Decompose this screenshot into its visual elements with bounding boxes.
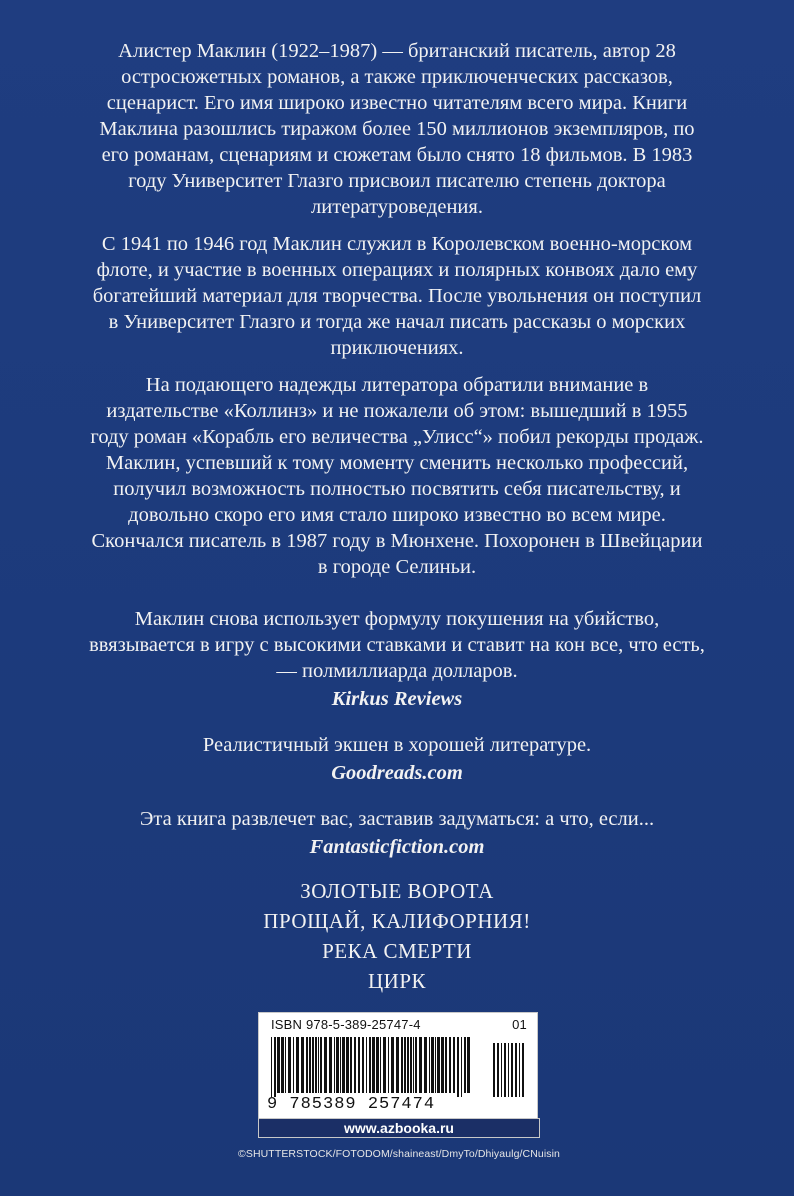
title-item: РЕКА СМЕРТИ [322,939,472,963]
barcode-bar [312,1037,314,1093]
review-text: Маклин снова использует формулу покушения на убийство, ввязывается в игру с высокими ставками и ставит на кон все, что есть, — полмиллиарда долларов. [89,608,705,682]
barcode-bar [410,1037,412,1093]
barcode-bar [467,1037,470,1093]
barcode-bar [309,1037,311,1093]
barcode-bar [461,1037,462,1097]
barcode-bar [415,1037,417,1093]
bio-paragraph-1: Алистер Маклин (1922–1987) — британский писатель, автор 28 остросюжетных романов, а также приключенческих рассказов, сценарист. Его имя широко известно читателям всего мира. Книги Маклина разошлись тиражом более 150 миллионов экземпляров, по его романам, сценариям и сюжетам было снято 18 фильмов. В 1983 году Университет Глазго присвоил писателю степень доктора литературоведения. [99,40,695,218]
review-3 [80,806,714,860]
review-text: Реалистичный экшен в хорошей литературе. [202,734,592,756]
barcode-addon-bar [508,1043,509,1097]
barcode-bars [271,1037,527,1097]
barcode-bar [340,1037,341,1093]
barcode-bar [404,1037,406,1093]
barcode-bar [301,1037,304,1093]
barcode-bar [315,1037,317,1093]
bio-paragraph-2: С 1941 по 1946 год Маклин служил в Королевском военно-морском флоте, и участие в военных операциях и полярных конвоях дало ему богатейший материал для творчества. После увольнения он поступил в Университет Глазго и тогда же начал писать рассказы о морских приключениях. [92,233,702,359]
barcode-bar [383,1037,386,1093]
barcode-bar [288,1037,291,1093]
barcode-bar [424,1037,427,1093]
barcode-bar [449,1037,451,1093]
barcode-bar [419,1037,422,1093]
barcode-bar [346,1037,349,1093]
barcode-bar [388,1037,389,1093]
barcode-bar [441,1037,444,1093]
isbn-line [271,1017,527,1032]
review-source: Goodreads.com [331,762,463,784]
barcode-bar [453,1037,455,1093]
barcode-bar [296,1037,299,1093]
barcode-bar [285,1037,286,1093]
barcode-addon-bar [504,1043,506,1097]
barcode-bar [281,1037,284,1093]
barcode-bar [401,1037,403,1093]
barcode-addon-bar [497,1043,499,1097]
barcode-bar [342,1037,345,1093]
barcode-bar [334,1037,335,1093]
publisher-url: www.azbooka.ru [258,1118,540,1138]
barcode-bar [429,1037,430,1093]
barcode-addon-bar [522,1043,524,1097]
title-item: ЗОЛОТЫЕ ВОРОТА [300,879,494,903]
title-item: ЦИРК [367,969,427,993]
barcode-addon-bar [501,1043,502,1097]
barcode-bar [376,1037,379,1093]
review-1 [80,606,714,712]
reviews-section [80,606,714,876]
barcode-bar [445,1037,447,1093]
photo-credits: ©SHUTTERSTOCK/FOTODOM/shaineast/DmyTo/Dhiyaulg/CNuisin [238,1148,560,1160]
review-2 [80,732,714,786]
review-source: Fantasticfiction.com [309,836,485,858]
barcode-bar [320,1037,322,1093]
barcode-bar [336,1037,339,1093]
barcode-bar [277,1037,280,1093]
isbn-addon: 01 [512,1017,527,1032]
barcode-digits: 9 785389 257474 [267,1095,436,1114]
barcode-bar [396,1037,399,1093]
barcode-bar [372,1037,375,1093]
barcode-bar [354,1037,356,1093]
barcode-bar [271,1037,272,1097]
barcode-graphic [271,1037,527,1097]
barcode-bar [457,1037,459,1097]
review-source: Kirkus Reviews [331,688,463,710]
barcode-addon-bar [511,1043,513,1097]
barcode-bar [391,1037,394,1093]
barcode-bar [293,1037,294,1093]
barcode-bar [350,1037,352,1093]
review-text: Эта книга развлечет вас, заставив задуматься: а что, если... [139,808,655,830]
barcode-bar [324,1037,327,1093]
barcode-bar [369,1037,371,1093]
isbn-number: ISBN 978-5-389-25747-4 [271,1017,421,1032]
barcode-bar [407,1037,409,1093]
barcode-bar [306,1037,308,1093]
barcode-bar [435,1037,436,1093]
barcode-bar [413,1037,414,1093]
bio-paragraph-3: На подающего надежды литератора обратили внимание в издательстве «Коллинз» и не пожалели об этом: вышедший в 1955 году роман «Корабль его величества „Улисс“» побил рекорды продаж. Маклин, успевший к тому моменту сменить несколько профессий, получил возможность полностью посвятить себя писательству, и довольно скоро его имя стало широко известно во всем мире. Скончался писатель в 1987 году в Мюнхене. Похоронен в Швейцарии в городе Селиньи. [90,374,704,578]
barcode-bar [380,1037,381,1093]
barcode-bar [362,1037,364,1093]
barcode-bar [329,1037,332,1093]
barcode-bar [464,1037,466,1093]
barcode-bar [318,1037,319,1093]
author-bio [90,38,704,591]
barcode-addon-bar [515,1043,517,1097]
barcode-bar [274,1037,276,1097]
barcode-bar [366,1037,367,1093]
barcode-bar [358,1037,360,1093]
barcode-bar [431,1037,434,1093]
series-titles [0,876,794,996]
isbn-barcode [258,1012,538,1120]
barcode-addon-bar [519,1043,520,1097]
title-item: ПРОЩАЙ, КАЛИФОРНИЯ! [263,909,531,933]
barcode-bar [437,1037,440,1093]
barcode-addon-bar [493,1043,495,1097]
